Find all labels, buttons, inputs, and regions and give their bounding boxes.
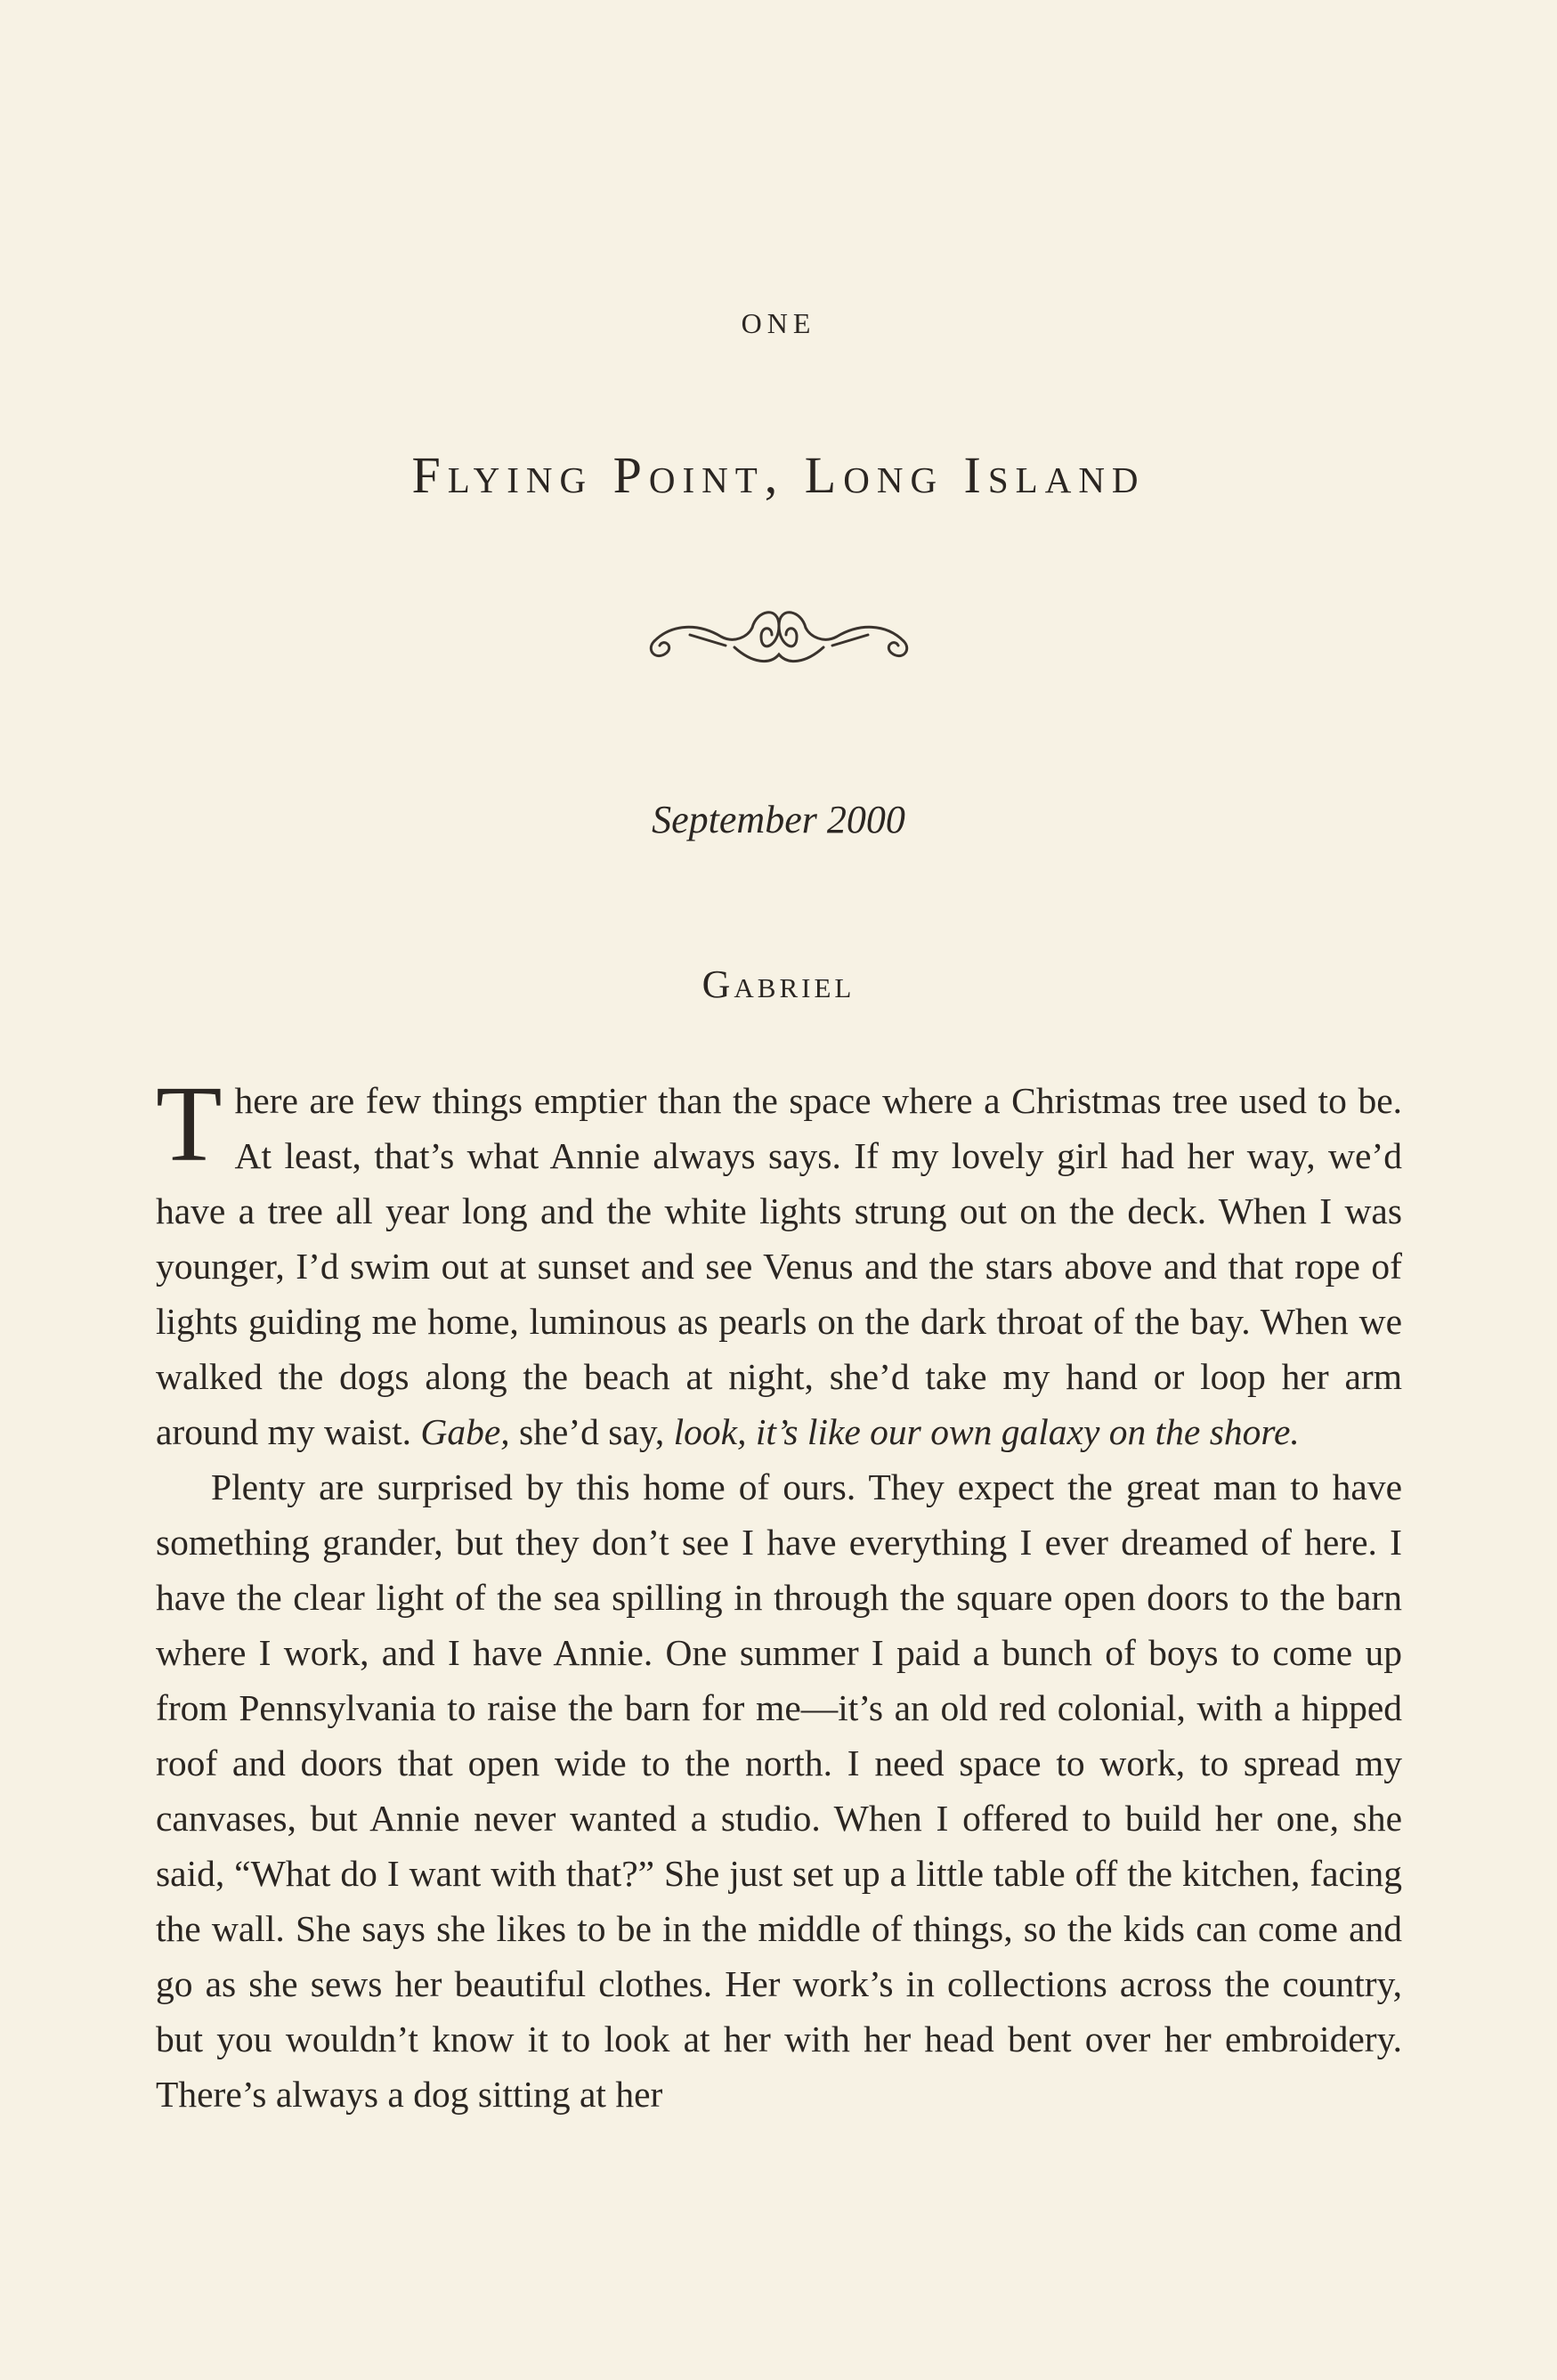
flourish-divider-icon <box>637 592 921 677</box>
chapter-title: Flying Point, Long Island <box>411 446 1146 504</box>
drop-cap: T <box>156 1064 223 1184</box>
paragraph-1 <box>156 1064 1402 1459</box>
narrator-heading: Gabriel <box>701 963 856 1006</box>
paragraph-1-says: she’d say, <box>509 1411 674 1452</box>
chapter-number: ONE <box>741 307 816 339</box>
date-line: September 2000 <box>652 798 905 841</box>
italic-quote: look, it’s like our own galaxy on the shore. <box>673 1411 1300 1452</box>
paragraph-1-text: here are few things emptier than the space where a Christmas tree used to be. At least, that’s what Annie always says. If my lovely girl had her way, we’d have a tree all year long and the white lights strung out on the deck. When I was younger, I’d swim out at sunset and see Venus and the stars above and that rope of lights guiding me home, luminous as pearls on the dark throat of the bay. When we walked the dogs along the beach at night, she’d take my hand or loop her arm around my waist. <box>156 1080 1402 1452</box>
italic-gabe: Gabe, <box>420 1411 510 1452</box>
paragraph-2: Plenty are surprised by this home of ours. They expect the great man to have something grander, but they don’t see I have everything I ever dreamed of here. I have the clear light of the sea spilling in through the square open doors to the barn where I work, and I have Annie. One summer I paid a bunch of boys to come up from Pennsylvania to raise the barn for me—it’s an old red colonial, with a hipped roof and doors that open wide to the north. I need space to work, to spread my canvases, but Annie never wanted a studio. When I offered to build her one, she said, “What do I want with that?” She just set up a little table off the kitchen, facing the wall. She says she likes to be in the middle of things, so the kids can come and go as she sews her beautiful clothes. Her work’s in collections across the country, but you wouldn’t know it to look at her with her head bent over her embroidery. There’s always a dog sitting at her <box>156 1466 1402 2115</box>
body-text <box>156 1064 1402 2122</box>
